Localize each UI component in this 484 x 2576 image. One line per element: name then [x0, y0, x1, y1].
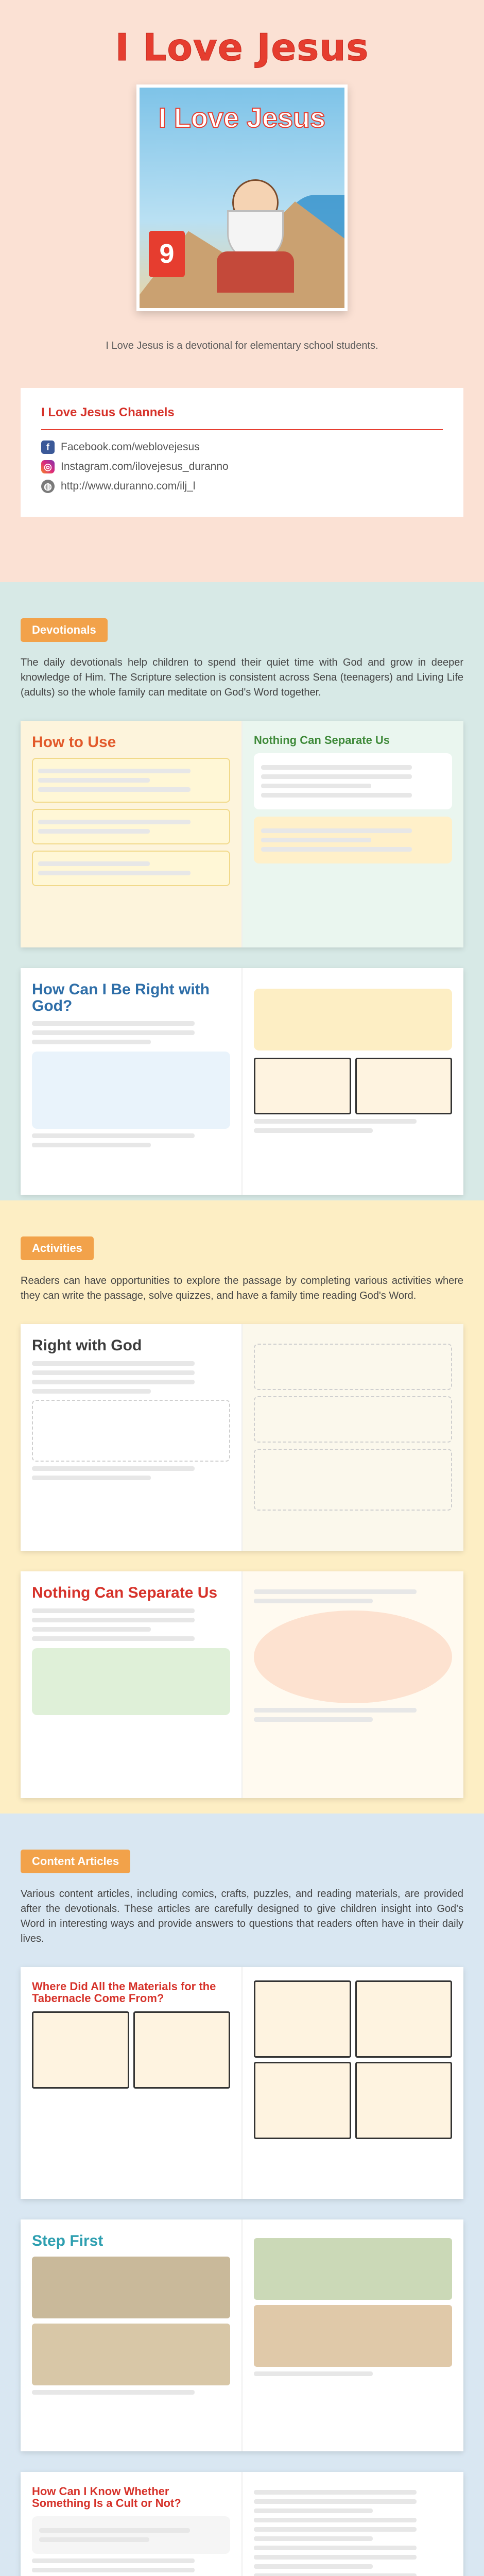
- article-page-reading: [21, 2472, 463, 2576]
- activities-section: [0, 1200, 484, 1814]
- article-page-comic: [21, 1967, 463, 2199]
- channel-instagram[interactable]: [41, 460, 443, 473]
- content-articles-section: [0, 1814, 484, 2576]
- sample-title: How Can I Be Right with God?: [32, 981, 210, 1014]
- article-page-craft: [21, 2219, 463, 2451]
- tagline: I Love Jesus is a devotional for elementary school students.: [106, 340, 378, 351]
- devotional-page-sample-2: [21, 968, 463, 1195]
- sample-title: How to Use: [32, 734, 116, 751]
- instagram-icon: ◎: [41, 460, 55, 473]
- channel-link[interactable]: Facebook.com/weblovejesus: [61, 441, 200, 453]
- activity-page-sample-2: [21, 1571, 463, 1798]
- channel-website[interactable]: [41, 480, 443, 493]
- sample-title: Step First: [32, 2232, 103, 2249]
- channels-box: [21, 388, 463, 517]
- devotionals-section: [0, 582, 484, 1200]
- channel-link[interactable]: Instagram.com/ilovejesus_duranno: [61, 461, 229, 472]
- sample-title: How Can I Know Whether Something Is a Cult or Not?: [32, 2485, 181, 2510]
- devotionals-text: The daily devotionals help children to spend their quiet time with God and grow in deeper knowledge of Him. The Scripture selection is consistent across Sena (teenagers) and Living Life (adults) so the whole family can meditate on God's Word together.: [21, 657, 463, 698]
- magazine-cover: [136, 84, 348, 311]
- activity-page-sample-1: [21, 1324, 463, 1551]
- channel-facebook[interactable]: [41, 440, 443, 454]
- sample-title: Right with God: [32, 1337, 142, 1354]
- cover-illustration: [217, 179, 294, 298]
- sample-title: Nothing Can Separate Us: [32, 1584, 218, 1601]
- section-tag-activities: Activities: [21, 1236, 94, 1260]
- hero-section: [0, 0, 484, 582]
- cover-title: I Love Jesus: [158, 103, 326, 133]
- content-articles-text: Various content articles, including comics, crafts, puzzles, and reading materials, are provided after the devotionals. These articles are carefully designed to give children insight into God's Word in interesting ways and provide answers to questions that readers often have in their daily lives.: [21, 1888, 463, 1944]
- sample-subtitle: Nothing Can Separate Us: [254, 734, 390, 747]
- channel-link[interactable]: http://www.duranno.com/ilj_l: [61, 480, 196, 492]
- page-title: I Love Jesus: [115, 26, 369, 69]
- issue-number: 9: [149, 231, 185, 277]
- globe-icon: ◍: [41, 480, 55, 493]
- devotional-page-sample-1: [21, 721, 463, 947]
- section-tag-devotionals: Devotionals: [21, 618, 108, 642]
- channels-heading: I Love Jesus Channels: [41, 405, 175, 419]
- section-tag-content-articles: Content Articles: [21, 1850, 130, 1873]
- sample-title: Where Did All the Materials for the Tabernacle Come From?: [32, 1980, 216, 2005]
- activities-text: Readers can have opportunities to explore the passage by completing various activities where they can write the passage, solve quizzes, and have a family time reading God's Word.: [21, 1275, 463, 1301]
- facebook-icon: f: [41, 440, 55, 454]
